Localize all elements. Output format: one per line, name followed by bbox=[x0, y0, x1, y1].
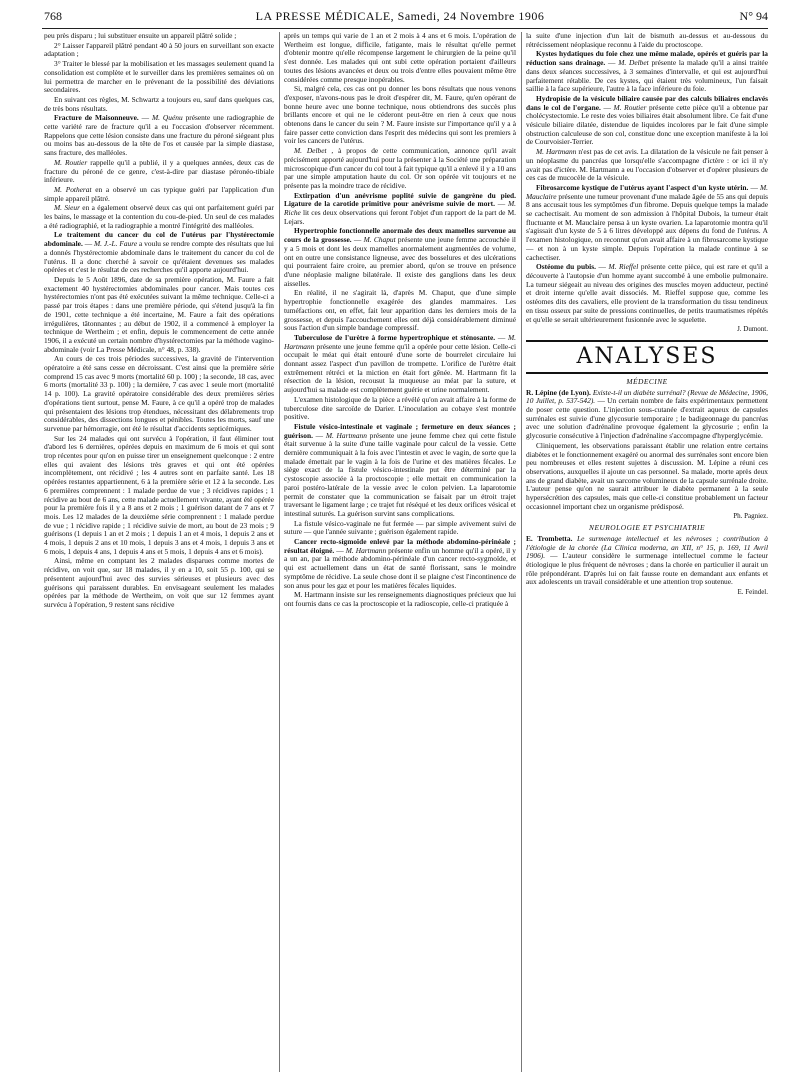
paragraph-text: lit ces deux observations qui feront l'objet d'un rapport de la part de M. Lejars. bbox=[284, 208, 516, 226]
paragraph-text: 2° Laisser l'appareil plâtré pendant 40 à 50 jours en surveillant son exacte adaptation ; bbox=[44, 40, 274, 59]
paragraph-heading: Hypertrophie fonctionnelle anormale des deux mamelles survenue au cours de la grossesse. bbox=[284, 226, 516, 245]
article-title: Le surmenage intellectuel et les névroses ; contribution à l'étiologie de la chorée (La Clinica moderna, an XII, n° 15, p. 169, 11 Avril 1906). bbox=[526, 533, 768, 561]
paragraph-author: M. Rieffel bbox=[608, 262, 639, 272]
paragraph-author: M. Quénu bbox=[152, 113, 183, 123]
article-trombetta bbox=[526, 535, 768, 587]
column-divider bbox=[521, 32, 522, 1072]
article-author: R. Lépine (de Lyon). bbox=[526, 387, 591, 397]
paragraph-heading: Hydropisie de la vésicule biliaire causée par des calculs biliaires enclavés dans le col de l'organe. bbox=[526, 93, 768, 112]
paragraph: Le traitement du cancer du col de l'utérus par l'hystérectomie abdominale. — M. J.-L. Faure a voulu se rendre compte des résultats que lui a donnés l'hystérectomie abdominale dans le traitement du cancer du col de l'utérus. Il a donc cherché à savoir ce qu'étaient devenues ses malades opérées et c'est le résultat de ces recherches qu'il apporte aujourd'hui. bbox=[44, 230, 274, 275]
paragraph-heading: Ostéome du pubis. bbox=[536, 262, 596, 272]
paragraph bbox=[44, 435, 274, 557]
article-title: Existe-t-il un diabète surrénal? (Revue de Médecine, 1906, 10 Juillet, p. 537-542). bbox=[526, 387, 768, 406]
paragraph-text: 3° Traiter le blessé par la mobilisation et les massages seulement quand la consolidation est complète et le surveiller dans les premières semaines où on lui permettra de marcher en le prévenant de la possibilité des déviations secondaires. bbox=[44, 59, 274, 95]
paragraph-text: présente une radiographie de cette variété rare de fracture qu'il a eu l'occasion d'observer récemment. Rappelons que cette lésion consiste dans une fracture du péroné siégeant plus ou moins bas au-dessous de la tête de l'os et causée par la simple diastase, sans fracture, des malléoles. bbox=[44, 113, 274, 158]
paragraph-text: présente une tumeur provenant d'une malade âgée de 55 ans qui depuis 8 ans accusait tous les symptômes d'un fibrome. Depuis quelque temps la malade se cachectisait. Au moment de son admission à l'hôpital Dubois, la tumeur était fluctuante et M. Mauclaire pensa à un kyste ovarien. La laparotomie montra qu'il s'agissait d'un kyste de 5 à 6 litres développé aux dépens du fond de l'utérus. A l'examen histologique, on reconnut qu'on avait affaire à un fibrosarcome kystique — et non à un kyste simple. Depuis l'opération la malade continue à se cachectiser. bbox=[526, 191, 768, 262]
paragraph-author: M. Hartmann bbox=[345, 545, 387, 555]
paragraph-text: Depuis le 5 Août 1896, date de sa première opération, M. Faure a fait exactement 40 hystérectomies abdominales pour cancer. Mais toutes ces hystérectomies n'ont pas été exécutées suivant la même technique. Celle-ci a passé par trois étapes : dans une première période, qui s'étend jusqu'à la fin de 1901, cette technique a été incertaine, M. Faure a fait des opérations irrégulières, tâtonnantes ; au début de 1902, il a commencé à employer la technique de Wertheim ; et enfin, depuis le commencement de cette année 1906, il a exécuté un certain nombre d'hystérectomies par la méthode vagino-abdominale (voir La Presse Médicale, n° 48, p. 338). bbox=[44, 274, 274, 354]
society-report-continued bbox=[526, 32, 768, 324]
paragraph-heading: Fistule vésico-intestinale et vaginale ; fermeture en deux séances ; guérison. bbox=[284, 421, 516, 440]
paragraph bbox=[284, 147, 516, 191]
paragraph bbox=[44, 96, 274, 113]
paragraph bbox=[284, 396, 516, 422]
paragraph-text: En suivant ces règles, M. Schwartz a toujours eu, sauf dans quelques cas, de très bons résultats. bbox=[44, 94, 274, 113]
paragraph-text: L'examen histologique de la pièce a révélé qu'on avait affaire à la forme de tuberculose dite sarcoïde de Darier. L'inoculation au cobaye s'est montrée positive. bbox=[284, 394, 516, 422]
paragraph-text: présente la malade qu'il a ainsi traitée dans deux séances successives, à 3 semaines d'intervalle, et qui est aujourd'hui parfaitement rétablie. De ces kystes, qui étaient très volumineux, l'un faisait saillie à la face supérieure, l'autre à la face inférieure du foie. bbox=[526, 58, 768, 94]
paragraph-text: a voulu se rendre compte des résultats que lui a donnés l'hystérectomie abdominale dans le traitement du cancer du col de l'utérus. Il a donc cherché à savoir ce qu'étaient devenues ses malades opérées et c'est le résultat de ces recherches qu'il apporte aujourd'hui. bbox=[44, 239, 274, 275]
paragraph bbox=[44, 557, 274, 609]
paragraph: Fracture de Maisonneuve. — M. Quénu présente une radiographie de cette variété rare de fracture qu'il a eu l'occasion d'observer récemment. Rappelons que cette lésion consiste dans une fracture du péroné siégeant plus ou moins bas au-dessous de la tête de l'os et causée par la simple diastase, sans fracture, des malléoles. bbox=[44, 113, 274, 158]
paragraph-text: peu près disparu ; lui substituer ensuite un appareil plâtré solide ; bbox=[44, 32, 237, 40]
paragraph bbox=[284, 32, 516, 84]
column-1 bbox=[44, 32, 274, 1072]
paragraph-heading: Fibrosarcome kystique de l'utérus ayant l'aspect d'un kyste utérin. bbox=[536, 182, 749, 192]
signature: Ph. Pagniez. bbox=[733, 512, 768, 521]
paragraph-heading: Cancer recto-sigmoïde enlevé par la méthode abdomino-périnéale ; résultat éloigné. bbox=[284, 537, 516, 555]
paragraph-author: M. J.-L. Faure bbox=[93, 239, 138, 249]
paragraph bbox=[44, 355, 274, 433]
paragraph-text: présente une jeune femme qu'il a opérée pour cette lésion. Celle-ci occupait le méat qui était entouré d'une sorte de bourrelet circulaire lui donnant assez l'aspect d'un pavillon de trompette. L'orifice de l'urètre était extrêmement rétréci et la miction en était fort gênée. M. Hartmann fit la résection de la lésion, recousut la muqueuse au méat par la suture, et aujourd'hui sa malade est complètement guérie et urine normalement. bbox=[284, 341, 516, 395]
paragraph bbox=[44, 186, 274, 203]
paragraph bbox=[284, 520, 516, 537]
paragraph-author: M. Routier bbox=[54, 157, 88, 167]
article-text: — Un certain nombre de faits expérimentaux permettent de poser cette question. L'injection sous-cutanée d'extrait aqueux de capsules surrénales est suivie d'une glycosurie temporaire ; le badigeonnage du pancréas avec une solution d'adrénaline provoque également la glycosurie ; enfin la glycosurie consécutive à l'injection d'adrénaline s'accompagne d'hyperglycémie. bbox=[526, 396, 768, 441]
paragraph-text: présente une jeune femme chez qui cette fistule était survenue à la suite d'une taille vaginale pour calcul de la vessie. Cette dernière communiquait à la fois avec l'intestin et avec le vagin, de sorte que la malade émettait par le vagin à la fois de l'urine et des matières fécales. Le siège exact de la fistule vésico-intestinale put être déterminé par la cystoscopie associée à la proctoscopie ; elle mettait en communication la paroi postéro-latérale de la vessie avec le colon pelvien. La laparotomie permit de constater que la communication se faisait par un étroit trajet traversant le ligament large ; ce trajet fut réséqué et les deux orifices vésical et intestinal suturés. La guérison survint sans complications. bbox=[284, 430, 516, 518]
paragraph-heading: Fracture de Maisonneuve. bbox=[54, 113, 139, 123]
page-number: 768 bbox=[44, 9, 62, 23]
issue-number: N° 94 bbox=[739, 9, 768, 23]
paragraph-text: après un temps qui varie de 1 an et 2 mois à 4 ans et 6 mois. L'opération de Wertheim est longue, difficile, fatigante, mais le résultat qu'elle permet d'obtenir montre qu'elle récompense largement le chirurgien de la peine qu'il s'est donnée. Les malades qui ont subi cette opération portaient d'ailleurs toutes des lésions avancées et deux ou trois d'entre elles pouvaient même être considérées comme presque inopérables. bbox=[284, 32, 516, 84]
paragraph bbox=[284, 289, 516, 333]
signature: J. Dumont. bbox=[737, 325, 768, 334]
paragraph-text: présente une jeune femme accouchée il y a 5 mois et dont les deux mamelles anormalement augmentées de volume, ont en outre une consistance ligneuse, avec des bosselures et des ulcérations qui pourraient faire croire, au premier abord, qu'on se trouve en présence d'une néoplasie maligne bilatérale. Il existe des ganglions dans les deux aisselles. bbox=[284, 235, 516, 288]
paragraph: Kystes hydatiques du foie chez une même malade, opérés et guéris par la réduction sans drainage. — M. Delbet présente la malade qu'il a ainsi traitée dans deux séances successives, à 3 semaines d'intervalle, et qui est aujourd'hui parfaitement rétablie. De ces kystes, qui étaient très volumineux, l'un faisait saillie à la face supérieure, l'autre à la face inférieure du foie. bbox=[526, 49, 768, 94]
paragraph-text: , à propos de cette communication, annonce qu'il avait précisément apporté aujourd'hui pour la présenter à la Société une préparation microscopique d'un cancer du col tout à fait typique qu'il a enlevé il y a 10 ans par une simple amputation haute du col. Or son opérée vit toujours et ne présente pas la moindre trace de récidive. bbox=[284, 146, 516, 190]
paragraph: Hypertrophie fonctionnelle anormale des deux mamelles survenue au cours de la grossesse. — M. Chaput présente une jeune femme accouchée il y a 5 mois et dont les deux mamelles anormalement augmentées de volume, ont en outre une consistance ligneuse, avec des bosselures et des ulcérations qui pourraient faire croire, au premier abord, qu'on se trouve en présence d'une néoplasie maligne bilatérale. Il existe des ganglions dans les deux aisselles. bbox=[284, 226, 516, 288]
paragraph: Fistule vésico-intestinale et vaginale ; fermeture en deux séances ; guérison. — M. Hartmann présente une jeune femme chez qui cette fistule était survenue à la suite d'une taille vaginale pour calcul de la vessie. Cette dernière communiquait à la fois avec l'intestin et avec le vagin, de sorte que la malade émettait par le vagin à la fois de l'urine et des matières fécales. Le siège exact de la fistule vésico-intestinale put être déterminé par la cystoscopie associée à la proctoscopie ; elle mettait en communication la paroi postéro-latérale de la vessie avec le colon pelvien. La laparotomie permit de constater que la communication se faisait par un étroit trajet traversant le ligament large ; ce trajet fut réséqué et les deux orifices vésical et intestinal suturés. La guérison survint sans complications. bbox=[284, 421, 516, 518]
paragraph: Extirpation d'un anévrisme poplité suivie de gangrène du pied. Ligature de la carotide primitive pour anévrisme suivie de mort. — M. Riche lit ces deux observations qui feront l'objet d'un rapport de la part de M. Lejars. bbox=[284, 190, 516, 226]
paragraph-author: M. Routier bbox=[613, 102, 647, 112]
paragraph bbox=[284, 591, 516, 608]
paragraph: Cancer recto-sigmoïde enlevé par la méthode abdomino-périnéale ; résultat éloigné. — M. Hartmann présente enfin un homme qu'il a opéré, il y a un an, par la méthode abdomino-périnéale d'un cancer recto-sygmoïde, et qui est actuellement dans un état de santé florissant, sans le moindre symptôme de récidive. La seule chose dont il se plaigne c'est l'incontinence de son anus pour les gaz et pour les matières fécales liquides. bbox=[284, 537, 516, 590]
paragraph bbox=[526, 148, 768, 183]
paragraph-text: en a également observé deux cas qui ont parfaitement guéri par les bains, le massage et la contention du cou-de-pied. Un seul de ces malades a été radiographié, et la radiographie a montré l'intégrité des malléoles. bbox=[44, 203, 274, 230]
paragraph-text: rappelle qu'il a publié, il y a quelques années, deux cas de fracture du péroné de ce genre, c'est-à-dire par diastase péronéo-tibiale inférieure. bbox=[44, 157, 274, 185]
paragraph-text: Au cours de ces trois périodes successives, la gravité de l'intervention opératoire a été sans cesse en décroissant. C'est ainsi que la première série comprend 15 cas avec 9 morts (mortalité 60 p. 100) ; la seconde, 18 cas, avec 6 morts (mortalité 33 p. 100) ; la dernière, 7 cas avec 1 seule mort (mortalité 14 p. 100). La gravité opératoire considérable des deux premières séries d'opérations tient surtout, pense M. Faure, à ce qu'il a opéré trop de malades qui présentaient des lésions trop étendues, nécessitant des délabrements trop considérables, des dissections longues et pénibles. Toutes les morts, sauf une survenue par hémorragie, ont été le résultat d'accidents septicémiques. bbox=[44, 354, 274, 433]
paragraph-text: présente enfin un homme qu'il a opéré, il y a un an, par la méthode abdomino-périnéale d'un cancer recto-sygmoïde, et qui est actuellement dans un état de santé florissant, sans le moindre symptôme de récidive. La seule chose dont il se plaigne c'est l'incontinence de son anus pour les gaz et pour les matières fécales liquides. bbox=[284, 545, 516, 590]
paragraph-author: M. Mauclaire bbox=[526, 182, 768, 201]
article-text: — L'auteur considère le surmenage intellectuel comme le facteur étiologique le plus fréquent de névroses ; dans la chorée en particulier il aurait un rôle prépondérant. D'après lui on fait fausse route en demandant aux enfants et aux adolescents un travail considérable et une attention trop soutenue. bbox=[526, 551, 768, 587]
section-title-analyses: ANALYSES bbox=[526, 340, 768, 374]
paragraph-text: présente cette pièce qu'il a obtenue par cholécystectomie. Le reste des voies biliaires était absolument libre. Ce fait d'une vésicule biliaire dilatée, distendue de liquides incolores par le fait d'une simple obstruction calculeuse de son col, constitue donc une exception manifeste à la loi de Courvoisier-Terrier. bbox=[526, 102, 768, 147]
article-paragraph: Cliniquement, les observations paraissant établir une relation entre certains diabètes et le fonctionnement exagéré ou anormal des surrénales sont encore bien peu nombreuses et elles restent sujettes à discussion. M. Lépine a réuni ces observations, auxquelles il ajoute un cas personnel. Sa malade, morte après deux ans de grand diabète, avait un sarcome volumineux de la capsule surrénale droite. L'auteur pense qu'on ne saurait attribuer le diabète permanent à la seule hypersécrétion des capsules, mais que celle-ci constitue probablement un facteur occasionnel important chez un organisme prédisposé. bbox=[526, 440, 768, 511]
paragraph-text: en a observé un cas typique guéri par l'application d'un simple appareil plâtré. bbox=[44, 184, 274, 203]
paragraph-author: M. Delbet bbox=[618, 58, 649, 68]
column-3 bbox=[526, 32, 768, 1072]
paragraph bbox=[44, 276, 274, 354]
article-lepine bbox=[526, 389, 768, 441]
paragraph bbox=[44, 42, 274, 59]
paragraph-text: Si, malgré cela, ces cas ont pu donner les bons résultats que nous venons d'exposer, n'avons-nous pas le droit d'espérer dit, M. Faure, qu'en opérant de bonne heure avec une bonne technique, nous obtiendrons des succès plus brillants encore et qui ne le céderont peut-être en rien à ceux que nous obtenons dans le cancer du sein ? M. Faure insiste sur l'importance qu'il y a à faire passer cette conviction dans l'esprit des médecins qui sont les premiers à voir les cancers de l'utérus. bbox=[284, 84, 516, 146]
paragraph-text: Sur les 24 malades qui ont survécu à l'opération, il faut éliminer tout d'abord les 6 dernières, opérées depuis en maximum de 6 mois et qui sont trop récentes pour qu'on en puisse tirer un enseignement quelconque : 2 entre elles qui avaient des lésions très graves et qui ont été opérées incomplètement, ont récidivé ; les 4 autres sont en parfaite santé. Les 18 opérées restantes appartiennent, 6 à la première série et 12 à la seconde. Les 6 premières comprennent : 1 malade perdue de vue ; 3 récidives rapides ; 1 récidive au bout de 6 ans, cette malade actuellement vivante, ayant été opérée pour la première fois il y a 8 ans et 2 mois ; 1 guérison datant de 7 ans et 7 mois. Les 12 malades de la deuxième série comprennent : 1 malade perdue de vue ; 1 récidive rapide ; 1 récidive suivie de mort, au bout de 23 mois ; 9 guérisons (1 depuis 1 an et 2 mois ; 1 depuis 1 an et 4 mois, 1 depuis 2 ans et 4 mois, 1 depuis 2 ans et 10 mois, 1 depuis 3 ans et 4 mois, 1 depuis 3 ans et 6 mois, 1 depuis 4 ans, 1 depuis 4 ans et 5 mois, 1 depuis 4 ans et 6 mois). bbox=[44, 433, 274, 556]
paragraph bbox=[44, 159, 274, 185]
paragraph-text: La fistule vésico-vaginale ne fut fermée — par simple avivement suivi de suture — que l'année suivante ; guérison également rapide. bbox=[284, 518, 516, 537]
paragraph-heading: Le traitement du cancer du col de l'utérus par l'hystérectomie abdominale. bbox=[44, 230, 274, 249]
paragraph: Hydropisie de la vésicule biliaire causée par des calculs biliaires enclavés dans le col de l'organe. — M. Routier présente cette pièce qu'il a obtenue par cholécystectomie. Le reste des voies biliaires était absolument libre. Ce fait d'une vésicule biliaire dilatée, distendue de liquides incolores par le fait d'une simple obstruction calculeuse de son col, constitue donc une exception manifeste à la loi de Courvoisier-Terrier. bbox=[526, 93, 768, 147]
paragraph-author: M. Potherat bbox=[54, 184, 92, 194]
paragraph bbox=[526, 32, 768, 49]
paragraph: Ostéome du pubis. — M. Rieffel présente cette pièce, qui est rare et qu'il a découverte à l'autopsie d'un homme ayant succombé à une embolie pulmonaire. La tumeur siégeait au niveau des origines des muscles moyen adducteur, pectiné et droit interne qu'elle avait dissociés. M. Rieffel suppose que, comme les ostéomes dits des cavaliers, elle provient de la transformation du tissu tendineux en tissu osseux par suite de pressions continuelles, de petits traumatismes répétés et qu'elle se serait ultérieurement fusionnée avec le squelette. bbox=[526, 262, 768, 324]
paragraph-author: M. Sieur bbox=[54, 203, 80, 213]
paragraph-author: M. Hartmann bbox=[284, 332, 516, 351]
paragraph-author: M. Hartmann bbox=[536, 147, 577, 157]
paragraph bbox=[44, 32, 274, 41]
paragraph-heading: Kystes hydatiques du foie chez une même malade, opérés et guéris par la réduction sans drainage. bbox=[526, 49, 768, 68]
paragraph-heading: Extirpation d'un anévrisme poplité suivie de gangrène du pied. Ligature de la carotide primitive pour anévrisme suivie de mort. bbox=[284, 190, 516, 209]
article-author: E. Trombetta. bbox=[526, 533, 573, 543]
paragraph bbox=[44, 60, 274, 95]
paragraph-author: M. Hartmann bbox=[325, 430, 367, 440]
paragraph-author: M. Chaput bbox=[363, 235, 396, 245]
paragraph-author: M. Delbet bbox=[294, 146, 327, 156]
paragraph: Tuberculose de l'urètre à forme hypertrophique et sténosante. — M. Hartmann présente une jeune femme qu'il a opérée pour cette lésion. Celle-ci occupait le méat qui était entouré d'une sorte de bourrelet circulaire lui donnant assez l'aspect d'un pavillon de trompette. L'orifice de l'urètre était extrêmement rétréci et la miction en était fort gênée. M. Hartmann fit la résection de la lésion, recousut la muqueuse au méat par la suture, et aujourd'hui sa malade est complètement guérie et urine normalement. bbox=[284, 332, 516, 395]
paragraph-text: M. Hartmann insiste sur les renseignements diagnostiques précieux que lui ont fournis dans ce cas la proctoscopie et la radioscopie, celle-ci pratiquée à bbox=[284, 590, 516, 608]
paragraph-author: M. Riche bbox=[284, 199, 516, 218]
paragraph-text: Ainsi, même en comptant les 2 malades disparues comme mortes de récidive, on voit que, sur 18 malades, il y en a 10, soit 55 p. 100, qui se présentent aujourd'hui avec des survies sérieuses et plusieurs avec des guérisons qui paraissent durables. En envisageant seulement les malades opérées par la méthode de Wertheim, on voit que sur 12 femmes ayant survécu à l'opération, 9 restent sans récidive bbox=[44, 556, 274, 609]
paragraph-text: En réalité, il ne s'agirait là, d'après M. Chaput, que d'une simple hypertrophie fonctionnelle exagérée des glandes mammaires. Les tuméfactions ont, en effet, fait leur apparition dans les derniers mois de la grossesse, et depuis l'accouchement elles ont déjà considérablement diminué sous l'action d'un simple bandage compressif. bbox=[284, 288, 516, 333]
signature: E. Feindel. bbox=[737, 588, 768, 597]
paragraph-text: présente cette pièce, qui est rare et qu'il a découverte à l'autopsie d'un homme ayant succombé à une embolie pulmonaire. La tumeur siégeait au niveau des origines des muscles moyen adducteur, pectiné et droit interne qu'elle avait dissociés. M. Rieffel suppose que, comme les ostéomes dits des cavaliers, elle provient de la transformation du tissu tendineux en tissu osseux par suite de pressions continuelles, de petits traumatismes répétés et qu'elle se serait ultérieurement fusionnée avec le squelette. bbox=[526, 262, 768, 324]
column-2 bbox=[284, 32, 516, 1072]
paragraph-heading: Tuberculose de l'urètre à forme hypertrophique et sténosante. bbox=[294, 332, 496, 342]
paragraph-text: n'est pas de cet avis. La dilatation de la vésicule ne fait penser à un néoplasme du pancréas que lorsqu'elle s'accompagne d'ictère : or ici il n'y avait pas d'ictère. M. Hartmann a eu l'occasion d'observer et d'opérer plusieurs de ces cas de mucocèle de la vésicule. bbox=[526, 147, 768, 183]
paragraph: Fibrosarcome kystique de l'utérus ayant l'aspect d'un kyste utérin. — M. Mauclaire présente une tumeur provenant d'une malade âgée de 55 ans qui depuis 8 ans accusait tous les symptômes d'un fibrome. Depuis quelque temps la malade se cachectisait. Au moment de son admission à l'hôpital Dubois, la tumeur était fluctuante et M. Mauclaire pensa à un kyste ovarien. La laparotomie montra qu'il s'agissait d'un kyste de 5 à 6 litres développé aux dépens du fond de l'utérus. A l'examen histologique, on reconnut qu'on avait affaire à un fibrosarcome kystique — et non à un kyste simple. Depuis l'opération la malade continue à se cachectiser. bbox=[526, 182, 768, 262]
journal-title: LA PRESSE MÉDICALE, Samedi, 24 Novembre 1906 bbox=[255, 9, 545, 23]
paragraph bbox=[284, 85, 516, 146]
header-rule bbox=[42, 28, 768, 29]
page-header bbox=[0, 0, 800, 28]
paragraph-text: la suite d'une injection d'un lait de bismuth au-dessus et au-dessous du rétrécissement néoplasique reconnu à l'aide du proctoscope. bbox=[526, 32, 768, 49]
column-divider bbox=[279, 32, 280, 1072]
subsection-neurologie: NEUROLOGIE ET PSYCHIATRIE bbox=[589, 523, 705, 533]
paragraph bbox=[44, 204, 274, 230]
subsection-medecine: MÉDECINE bbox=[626, 376, 668, 386]
